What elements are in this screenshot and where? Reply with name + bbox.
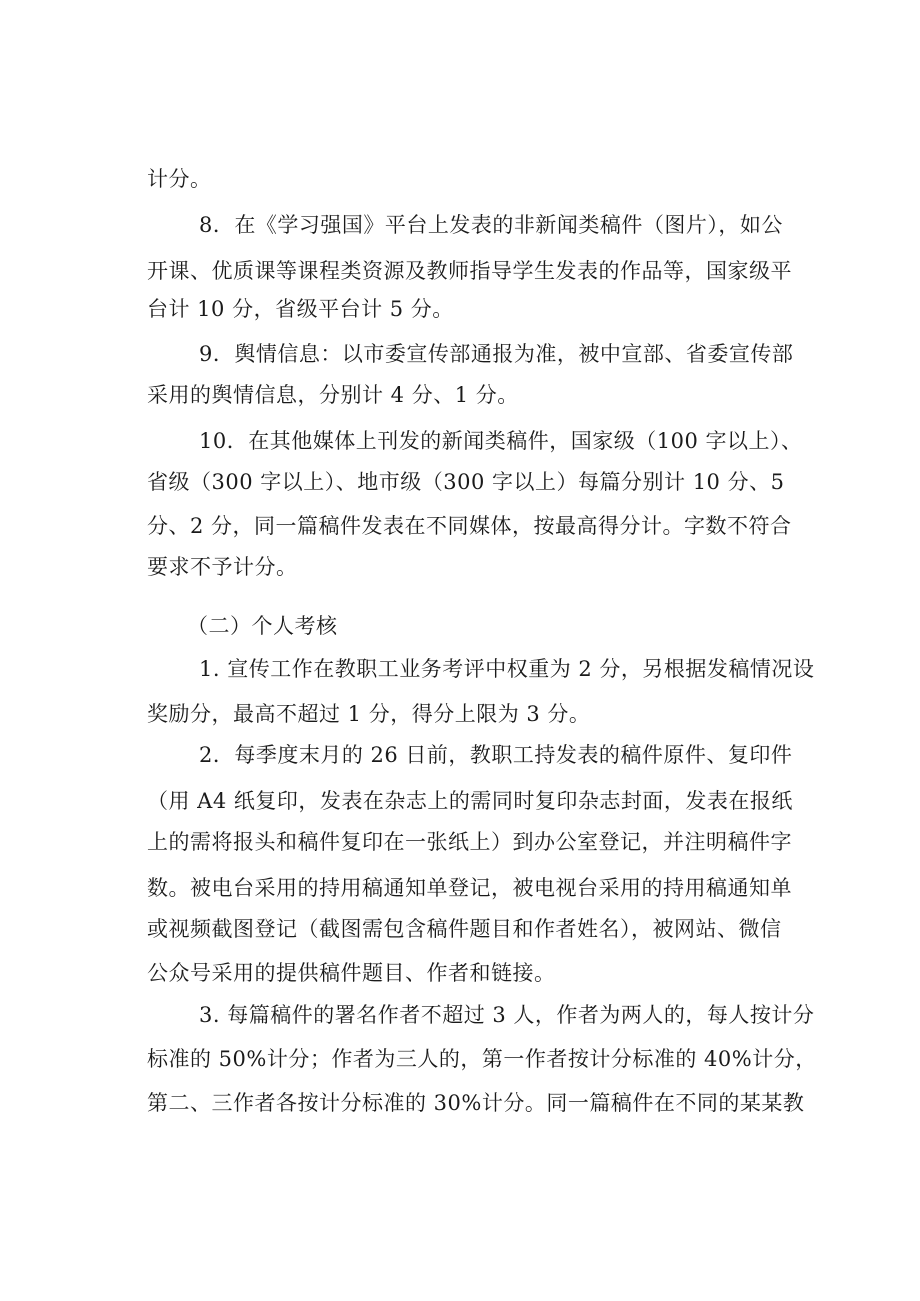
text-line: 采用的舆情信息，分别计 4 分、1 分。 xyxy=(147,383,519,407)
text-line: 省级（300 字以上）、地市级（300 字以上）每篇分别计 10 分、5 xyxy=(147,470,785,494)
text-line: 开课、优质课等课程类资源及教师指导学生发表的作品等，国家级平 xyxy=(147,259,792,283)
item-3-line: 3. 每篇稿件的署名作者不超过 3 人，作者为两人的，每人按计分 xyxy=(199,1003,815,1027)
section-heading: （二）个人考核 xyxy=(187,614,338,638)
text-line: 第二、三作者各按计分标准的 30%计分。同一篇稿件在不同的某某教 xyxy=(147,1091,805,1115)
text-line: 数。被电台采用的持用稿通知单登记，被电视台采用的持用稿通知单 xyxy=(147,876,792,900)
item-2-line: 2．每季度末月的 26 日前，教职工持发表的稿件原件、复印件 xyxy=(199,743,793,767)
text-line: 公众号采用的提供稿件题目、作者和链接。 xyxy=(147,961,556,985)
text-line: 计分。 xyxy=(147,167,212,191)
paragraph-8-line: 8．在《学习强国》平台上发表的非新闻类稿件（图片），如公 xyxy=(199,213,783,237)
paragraph-9-line: 9．舆情信息：以市委宣传部通报为准，被中宣部、省委宣传部 xyxy=(199,342,794,366)
text-line: 或视频截图登记（截图需包含稿件题目和作者姓名），被网站、微信 xyxy=(147,917,782,941)
text-line: 分、2 分，同一篇稿件发表在不同媒体，按最高得分计。字数不符合 xyxy=(147,514,792,538)
text-line: 标准的 50%计分；作者为三人的，第一作者按计分标准的 40%计分， xyxy=(147,1047,817,1071)
item-1-line: 1. 宣传工作在教职工业务考评中权重为 2 分，另根据发稿情况设 xyxy=(199,657,815,681)
paragraph-10-line: 10．在其他媒体上刊发的新闻类稿件，国家级（100 字以上）、 xyxy=(199,429,803,453)
text-line: 要求不予计分。 xyxy=(147,555,298,579)
text-line: 上的需将报头和稿件复印在一张纸上）到办公室登记，并注明稿件字 xyxy=(147,830,792,854)
text-line: （用 A4 纸复印，发表在杂志上的需同时复印杂志封面，发表在报纸 xyxy=(147,789,793,813)
text-line: 奖励分，最高不超过 1 分，得分上限为 3 分。 xyxy=(147,702,591,726)
text-line: 台计 10 分，省级平台计 5 分。 xyxy=(147,297,454,321)
